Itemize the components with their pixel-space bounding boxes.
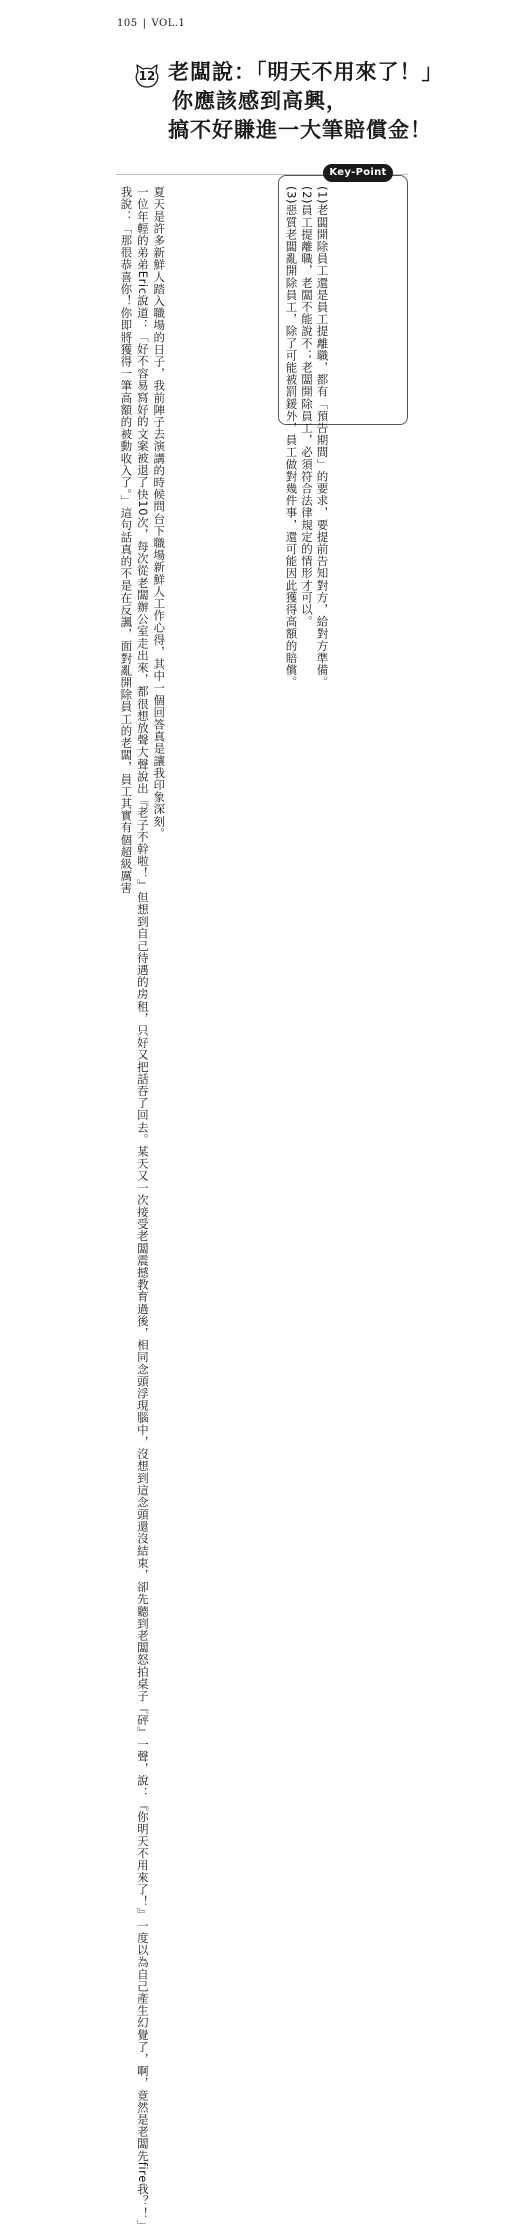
body-text xyxy=(118,186,167,2231)
keypoint-item: (2)員工提離職，老闆不能說不；老闆開除員工，必須符合法律規定的情形才可以。 xyxy=(300,186,314,628)
chapter-title xyxy=(168,58,444,145)
body-paragraph: 一位年輕的弟弟Eric說道：「好不容易寫好的文案被退了快10次，每次從老闆辦公室走出來，都很想放聲大聲說出『老子不幹啦！』但想到自己待遇的房租，只好又把話吞了回去。某天又一次接受老闆震撼教育過後，相同念頭浮現腦中，沒想到這念頭還沒結束，卻先聽到老闆怒拍桌子『砰』一聲，說：『你明天不用來了！』一度以為自己產生幻覺了，啊，竟然是老闆先fire我？！」 xyxy=(135,186,150,2231)
title-line: 老闆說：「明天不用來了！」 xyxy=(168,60,444,84)
body-paragraph: 我說：「那很恭喜你！你即將獲得一筆高額的被動收入了。」這句話真的不是在反諷，面對亂開除員工的老闆，員工其實有個超級厲害 xyxy=(119,186,134,895)
title-line: 你應該感到高興， xyxy=(172,89,348,113)
chapter-number-badge xyxy=(134,63,160,89)
chapter-number: 12 xyxy=(138,69,156,83)
keypoint-label: Key-Point xyxy=(323,164,393,182)
volume-label: VOL.1 xyxy=(151,18,186,29)
keypoint-text xyxy=(283,186,330,689)
running-header xyxy=(117,18,185,29)
title-line: 搞不好賺進一大筆賠償金！ xyxy=(168,118,432,142)
body-paragraph: 夏天是許多新鮮人踏入職場的日子，我前陣子去演講的時候問台下職場新鮮人工作心得，其中一個回答真是讓我印象深刻。 xyxy=(152,186,167,840)
keypoint-item: (1)老闆開除員工還是員工提離職，都有「預告期間」的要求，要提前告知對方，給對方準備。 xyxy=(315,186,330,689)
header-separator: | xyxy=(142,18,147,29)
keypoint-item: (3)惡質老闆亂開除員工，除了可能被罰鍰外，員工做對幾件事，還可能因此獲得高額的賠償。 xyxy=(284,186,299,689)
page-number: 105 xyxy=(117,18,138,29)
